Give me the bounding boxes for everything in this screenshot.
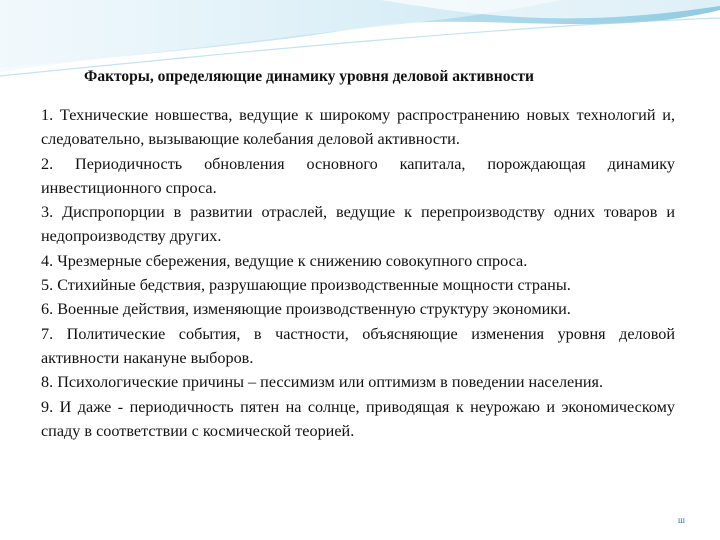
footer-mark: ш — [678, 515, 685, 525]
list-item: 9. И даже - периодичность пятен на солнце, приводящая к неурожаю и экономическому спаду в соответствии с космической теорией. — [41, 397, 675, 440]
list-item: 6. Военные действия, изменяющие производственную структуру экономики. — [41, 300, 571, 319]
factor-list — [41, 103, 675, 443]
list-item: 8. Психологические причины – пессимизм или оптимизм в поведении населения. — [41, 373, 604, 392]
slide-title: Факторы, определяющие динамику уровня деловой активности — [84, 68, 534, 85]
list-item: 3. Диспропорции в развитии отраслей, ведущие к перепроизводству одних товаров и недопроизводству других. — [41, 203, 675, 246]
list-item: 1. Технические новшества, ведущие к широкому распространению новых технологий и, следовательно, вызывающие колебания деловой активности. — [41, 106, 675, 149]
list-item: 2. Периодичность обновления основного капитала, порождающая динамику инвестиционного спроса. — [41, 154, 675, 197]
list-item: 4. Чрезмерные сбережения, ведущие к снижению совокупного спроса. — [41, 251, 528, 270]
list-item: 7. Политические события, в частности, объясняющие изменения уровня деловой активности накануне выборов. — [41, 324, 675, 367]
list-item: 5. Стихийные бедствия, разрушающие производственные мощности страны. — [41, 276, 571, 295]
